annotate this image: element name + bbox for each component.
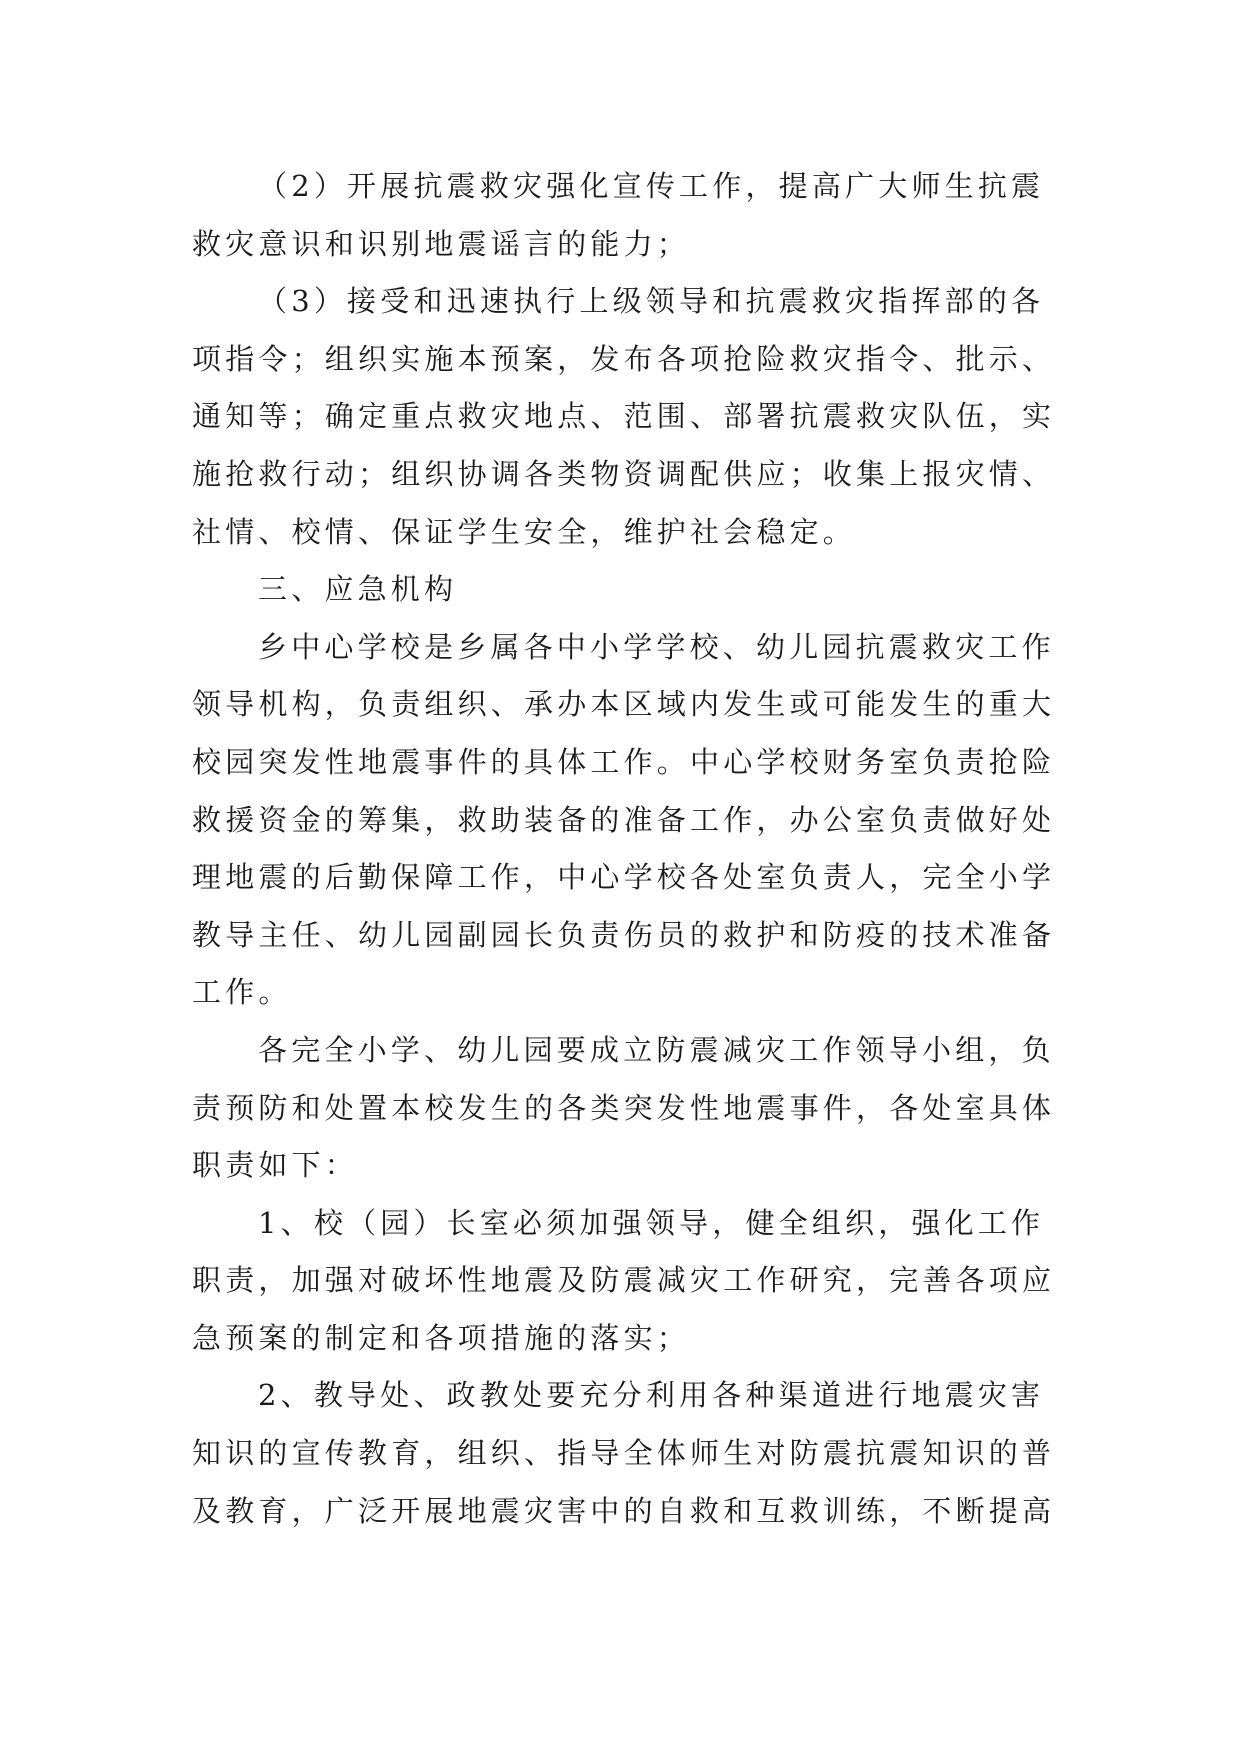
text-line: 职责如下： xyxy=(192,1148,359,1183)
text-line: 责预防和处置本校发生的各类突发性地震事件，各处室具体 xyxy=(192,1090,1056,1125)
text-line: 1、校（园）长室必须加强领导，健全组织，强化工作 xyxy=(258,1205,1045,1240)
text-line: 社情、校情、保证学生安全，维护社会稳定。 xyxy=(192,514,857,549)
paragraph-duty-2-teaching-office xyxy=(192,1367,1062,1540)
text-line: 领导机构，负责组织、承办本区域内发生或可能发生的重大 xyxy=(192,687,1056,722)
text-line: 职责，加强对破坏性地震及防震减灾工作研究，完善各项应 xyxy=(192,1263,1056,1298)
text-line: 项指令；组织实施本预案，发布各项抢险救灾指令、批示、 xyxy=(192,341,1056,376)
text-line: 通知等；确定重点救灾地点、范围、部署抗震救灾队伍，实 xyxy=(192,399,1056,434)
section-heading-emergency-organization xyxy=(192,561,1062,619)
document-body xyxy=(192,158,1062,1540)
text-line: 工作。 xyxy=(192,975,292,1010)
section-heading-text: 三、应急机构 xyxy=(258,572,458,607)
text-line: 各完全小学、幼儿园要成立防震减灾工作领导小组，负 xyxy=(258,1032,1055,1067)
paragraph-central-school-role xyxy=(192,619,1062,1022)
paragraph-item-2-propaganda xyxy=(192,158,1062,273)
text-line: 校园突发性地震事件的具体工作。中心学校财务室负责抢险 xyxy=(192,744,1056,779)
paragraph-duty-1-principal-office xyxy=(192,1195,1062,1368)
text-line: 救灾意识和识别地震谣言的能力； xyxy=(192,226,691,261)
text-line: （2）开展抗震救灾强化宣传工作，提高广大师生抗震 xyxy=(258,169,1045,203)
text-line: 急预案的制定和各项措施的落实； xyxy=(192,1320,691,1355)
text-line: 理地震的后勤保障工作，中心学校各处室负责人，完全小学 xyxy=(192,860,1056,895)
paragraph-leading-group xyxy=(192,1022,1062,1195)
text-line: 施抢救行动；组织协调各类物资调配供应；收集上报灾情、 xyxy=(192,456,1056,491)
text-line: 乡中心学校是乡属各中小学学校、幼儿园抗震救灾工作 xyxy=(258,629,1055,664)
text-line: 教导主任、幼儿园副园长负责伤员的救护和防疫的技术准备 xyxy=(192,917,1056,952)
paragraph-item-3-commands xyxy=(192,273,1062,561)
text-line: 2、教导处、政教处要充分利用各种渠道进行地震灾害 xyxy=(258,1378,1045,1413)
text-line: 及教育，广泛开展地震灾害中的自救和互救训练，不断提高 xyxy=(192,1493,1056,1528)
text-line: 救援资金的筹集，救助装备的准备工作，办公室负责做好处 xyxy=(192,802,1056,837)
text-line: 知识的宣传教育，组织、指导全体师生对防震抗震知识的普 xyxy=(192,1436,1056,1471)
text-line: （3）接受和迅速执行上级领导和抗震救灾指挥部的各 xyxy=(258,284,1045,319)
